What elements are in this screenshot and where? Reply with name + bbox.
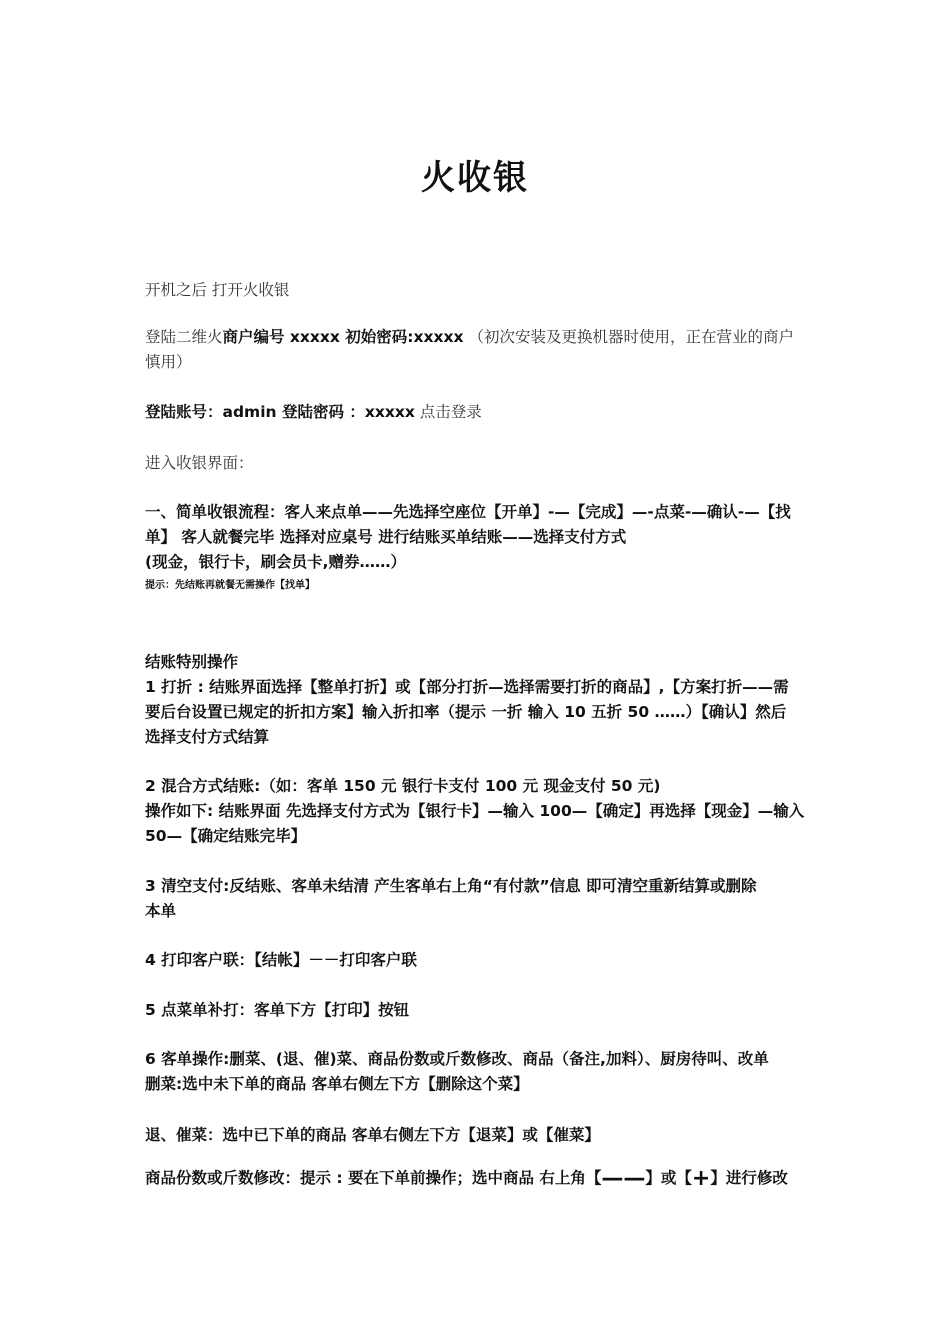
open-app-line: 开机之后 打开火收银 [145,281,290,299]
refund-urge-line: 退、催菜：选中已下单的商品 客单右侧左下方【退菜】或【催菜】 [145,1126,600,1144]
mixed-pay-line-2: 操作如下: 结账界面 先选择支付方式为【银行卡】—输入 100—【确定】再选择【现金】—输入 [145,802,805,820]
reprint-line: 5 点菜单补打：客单下方【打印】按钮 [145,1001,410,1019]
plus-symbol: + [691,1166,711,1191]
account-credentials: 登陆账号：admin 登陆密码 ：xxxxx [145,403,415,421]
simple-flow-line-2: 单】 客人就餐完毕 选择对应桌号 进行结账买单结账——选择支付方式 [145,528,627,546]
simple-flow-line-3: (现金，银行卡，刷会员卡,赠券……） [145,553,406,571]
qty-text-b: 】或【 [645,1169,692,1187]
account-login-line [145,400,810,425]
discount-line-3: 选择支付方式结算 [145,728,270,746]
clear-pay-line-1: 3 清空支付:反结账、客单未结清 产生客单右上角“有付款”信息 即可清空重新结算或删除 [145,877,757,895]
mixed-pay-line-1: 2 混合方式结账:（如：客单 150 元 银行卡支付 100 元 现金支付 50 元) [145,777,661,795]
page-title: 火收银 [421,158,529,198]
merchant-login-line-2: 慎用） [145,353,192,371]
click-login-text: 点击登录 [419,403,482,421]
tip-line: 提示：先结账再就餐无需操作【找单】 [145,580,315,591]
order-ops-line-2: 删菜:选中未下单的商品 客单右侧左下方【删除这个菜】 [145,1075,529,1093]
print-customer-line: 4 打印客户联：【结帐】－－打印客户联 [145,951,417,969]
login-prefix: 登陆二维火 [145,328,223,346]
simple-flow-line-1: 一、简单收银流程：客人来点单——先选择空座位【开单】-—【完成】—-点菜-—确认-—【找 [145,503,791,521]
special-ops-heading: 结账特别操作 [145,653,239,671]
qty-text-c: 】进行修改 [710,1169,788,1187]
merchant-login-line-1 [145,325,810,350]
discount-line-1: 1 打折 : 结账界面选择【整单打折】或【部分打折—选择需要打折的商品】,【方案打折——需 [145,678,789,696]
clear-pay-line-2: 本单 [145,902,177,920]
discount-line-2: 要后台设置已规定的折扣方案】输入折扣率（提示 一折 输入 10 五折 50 ……）【确认】然后 [145,703,787,721]
merchant-credentials: 商户编号 xxxxx 初始密码:xxxxx [222,328,464,346]
qty-text-a: 商品份数或斤数修改：提示 : 要在下单前操作；选中商品 右上角【 [145,1169,602,1187]
login-note: （初次安装及更换机器时使用，正在营业的商户 [468,328,794,346]
mixed-pay-line-3: 50—【确定结账完毕】 [145,827,307,845]
minus-symbol: —— [601,1166,646,1191]
quantity-edit-line [145,1164,810,1193]
enter-cashier-line: 进入收银界面： [145,454,254,472]
order-ops-line-1: 6 客单操作:删菜、(退、催)菜、商品份数或斤数修改、商品（备注,加料）、厨房待叫、改单 [145,1050,769,1068]
